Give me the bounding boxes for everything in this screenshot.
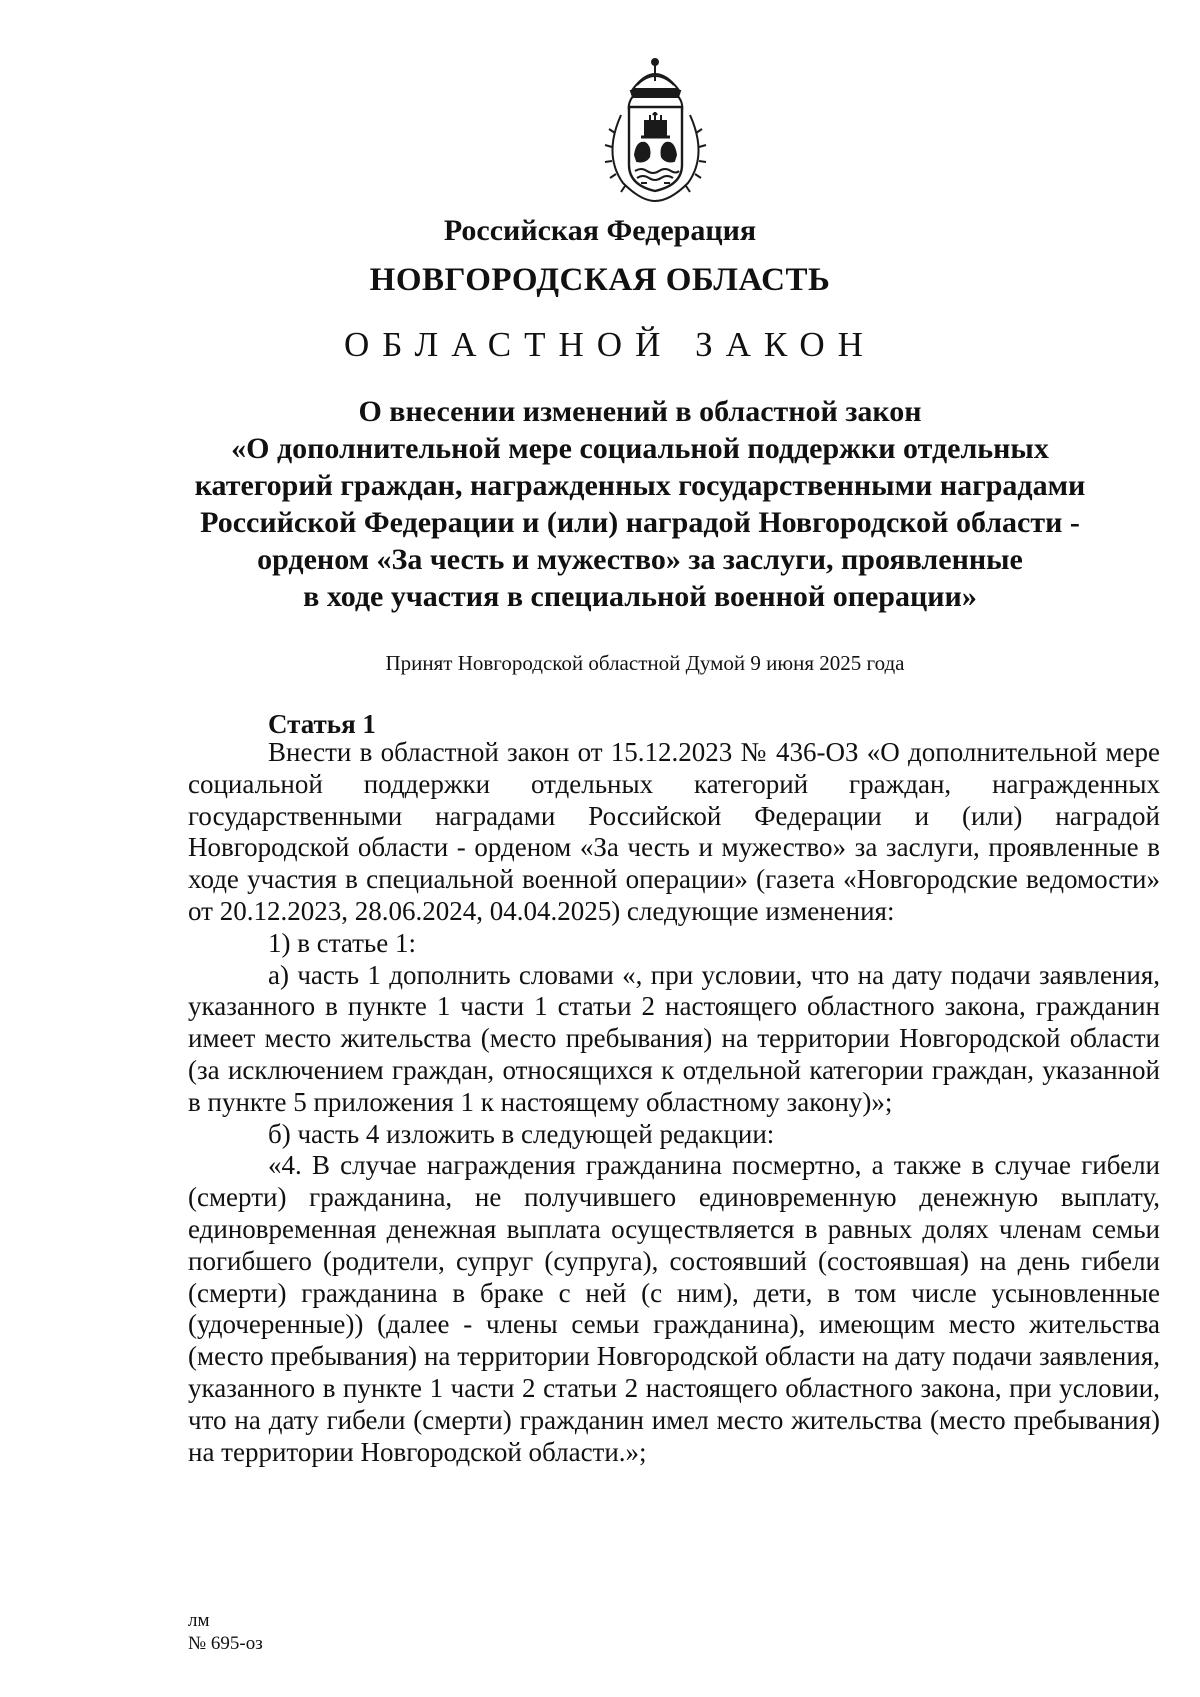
article-paragraph: «4. В случае награждения гражданина посмертно, а также в случае гибели (смерти) гражданина, не получившего единовременную денежную выплату, единовременная денежная выплата осуществляется в равных долях членам семьи погибшего (родители, супруг (супруга), состоявший (состоявшая) на день гибели (смерти) гражданина в браке с ней (с ним), дети, в том числе усыновленные (удочеренные)) (далее - члены семьи гражданина), имеющим место жительства (место пребывания) на территории Новгородской области на дату подачи заявления, указанного в пункте 1 части 2 статьи 2 настоящего областного закона, при условии, что на дату гибели (смерти) гражданин имел место жительства (место пребывания) на территории Новгородской области.»; bbox=[188, 1150, 1160, 1467]
adoption-note: Принят Новгородской областной Думой 9 июня 2025 года bbox=[385, 651, 905, 675]
article-paragraph: 1) в статье 1: bbox=[268, 927, 416, 958]
law-title-line: в ходе участия в специальной военной операции» bbox=[303, 580, 977, 613]
law-title-line: Российской Федерации и (или) наградой Новгородской области - bbox=[200, 506, 1080, 539]
law-title bbox=[160, 393, 1120, 615]
law-title-line: орденом «За честь и мужество» за заслуги, проявленные bbox=[257, 543, 1023, 576]
article-paragraph: Внести в областной закон от 15.12.2023 № 436-ОЗ «О дополнительной мере социальной поддержки отдельных категорий граждан, награжденных государственными наградами Российской Федерации и (или) наградой Новгородской области - орденом «За честь и мужество» за заслуги, проявленные в ходе участия в специальной военной операции» (газета «Новгородские ведомости» от 20.12.2023, 28.06.2024, 04.04.2025) следующие изменения: bbox=[188, 737, 1160, 926]
footer-number: № 695-оз bbox=[188, 1633, 263, 1654]
law-title-line: О внесении изменений в областной закон bbox=[358, 395, 922, 428]
footer-initials: лм bbox=[188, 1610, 210, 1631]
law-title-line: «О дополнительной мере социальной поддержки отдельных bbox=[231, 432, 1049, 465]
coat-of-arms bbox=[593, 55, 718, 205]
document-footer bbox=[188, 1609, 263, 1655]
law-type-heading: ОБЛАСТНОЙ ЗАКОН bbox=[344, 325, 876, 364]
article-body bbox=[188, 737, 1160, 1468]
article-heading: Статья 1 bbox=[268, 709, 376, 739]
article-paragraph: а) часть 1 дополнить словами «, при условии, что на дату подачи заявления, указанного в пункте 1 части 1 статьи 2 настоящего областного закона, гражданин имеет место жительства (место пребывания) на территории Новгородской области (за исключением граждан, относящихся к отдельной категории граждан, указанной в пункте 5 приложения 1 к настоящему областному закону)»; bbox=[188, 959, 1160, 1117]
law-title-line: категорий граждан, награжденных государственными наградами bbox=[194, 469, 1086, 502]
novgorod-coat-of-arms-icon bbox=[593, 55, 718, 205]
federation-heading: Российская Федерация bbox=[443, 214, 757, 247]
region-heading: НОВГОРОДСКАЯ ОБЛАСТЬ bbox=[369, 262, 831, 298]
article-paragraph: б) часть 4 изложить в следующей редакции: bbox=[268, 1118, 775, 1149]
